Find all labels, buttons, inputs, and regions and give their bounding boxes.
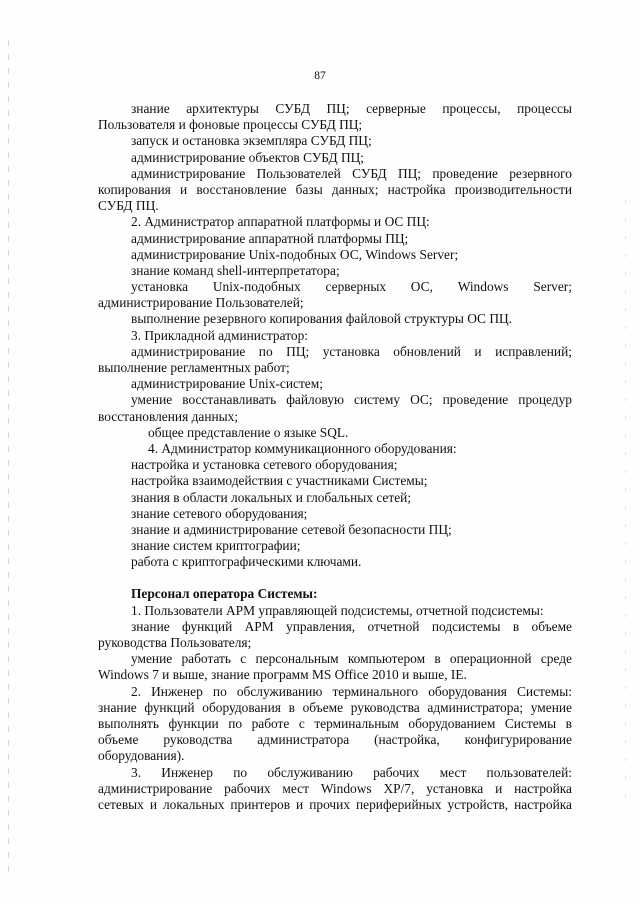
text-line: знание функций АРМ управления, отчетной подсистемы в объеме — [131, 618, 572, 634]
text-line: Пользователя и фоновые процессы СУБД ПЦ; — [98, 117, 363, 133]
scan-edge-mark — [625, 200, 626, 800]
text-line: выполнять функции по работе с терминальным оборудованием Системы в — [98, 715, 572, 731]
text-line: знание сетевого оборудования; — [131, 505, 308, 521]
text-line: настройка взаимодействия с участниками Системы; — [131, 473, 428, 489]
text-line: умение работать с персональным компьютером в операционной среде — [131, 651, 572, 667]
section-heading: 3. Инженер по обслуживанию рабочих мест пользователей: — [131, 764, 572, 780]
section-heading: 1. Пользователи АРМ управляющей подсистемы, отчетной подсистемы: — [131, 602, 544, 618]
text-line: выполнение резервного копирования файловой структуры ОС ПЦ. — [131, 311, 513, 327]
text-line: администрирование по ПЦ; установка обновлений и исправлений; — [131, 343, 572, 359]
text-line: работа с криптографическими ключами. — [131, 554, 362, 570]
text-line: знание и администрирование сетевой безопасности ПЦ; — [131, 521, 452, 537]
section-heading: 3. Прикладной администратор: — [131, 327, 309, 343]
text-line: знания в области локальных и глобальных сетей; — [131, 489, 412, 505]
text-line: администрирование объектов СУБД ПЦ; — [131, 149, 365, 165]
text-line: оборудования). — [98, 748, 185, 764]
text-line: администрирование Unix-подобных ОС, Windows Server; — [131, 246, 459, 262]
text-line: копирования и восстановление базы данных; настройка производительности — [98, 181, 572, 197]
text-line: администрирование Пользователей СУБД ПЦ; проведение резервного — [131, 165, 572, 181]
scan-edge-mark — [8, 40, 9, 880]
section-heading: 2. Администратор аппаратной платформы и ОС ПЦ: — [131, 214, 430, 230]
text-line: умение восстанавливать файловую систему ОС; проведение процедур — [131, 392, 572, 408]
text-line: администрирование рабочих мест Windows XP/7, установка и настройка — [98, 780, 572, 796]
text-line: объеме руководства администратора (настройка, конфигурирование — [98, 732, 572, 748]
document-body — [98, 101, 572, 813]
text-line: знание функций оборудования в объеме руководства администратора; умение — [98, 699, 572, 715]
text-line: знание систем криптографии; — [131, 538, 301, 554]
text-line: руководства Пользователя; — [98, 635, 252, 650]
text-line: сетевых и локальных принтеров и прочих периферийных устройств, настройка — [98, 796, 572, 812]
text-line: выполнение регламентных работ; — [98, 360, 290, 375]
text-line: знание команд shell-интерпретатора; — [131, 262, 340, 278]
text-line: знание архитектуры СУБД ПЦ; серверные процессы, процессы — [131, 101, 572, 116]
text-line: администрирование Пользователей; — [98, 295, 304, 311]
paragraph-gap — [98, 570, 572, 586]
text-line: администрирование аппаратной платформы ПЦ; — [131, 230, 409, 246]
text-line: запуск и остановка экземпляра СУБД ПЦ; — [131, 133, 372, 149]
section-heading: 2. Инженер по обслуживанию терминального оборудования Системы: — [131, 683, 572, 699]
section-heading: 4. Администратор коммуникационного оборудования: — [148, 440, 457, 456]
text-line: восстановления данных; — [98, 408, 239, 424]
text-line: СУБД ПЦ. — [98, 198, 159, 214]
text-line: установка Unix-подобных серверных ОС, Windows Server; — [131, 279, 572, 295]
section-title: Персонал оператора Системы: — [131, 586, 318, 602]
text-line: общее представление о языке SQL. — [148, 424, 349, 440]
text-line: Windows 7 и выше, знание программ MS Office 2010 и выше, IE. — [98, 667, 467, 683]
text-line: настройка и установка сетевого оборудования; — [131, 457, 398, 473]
page-number: 87 — [314, 70, 326, 82]
text-line: администрирование Unix-систем; — [131, 376, 323, 392]
